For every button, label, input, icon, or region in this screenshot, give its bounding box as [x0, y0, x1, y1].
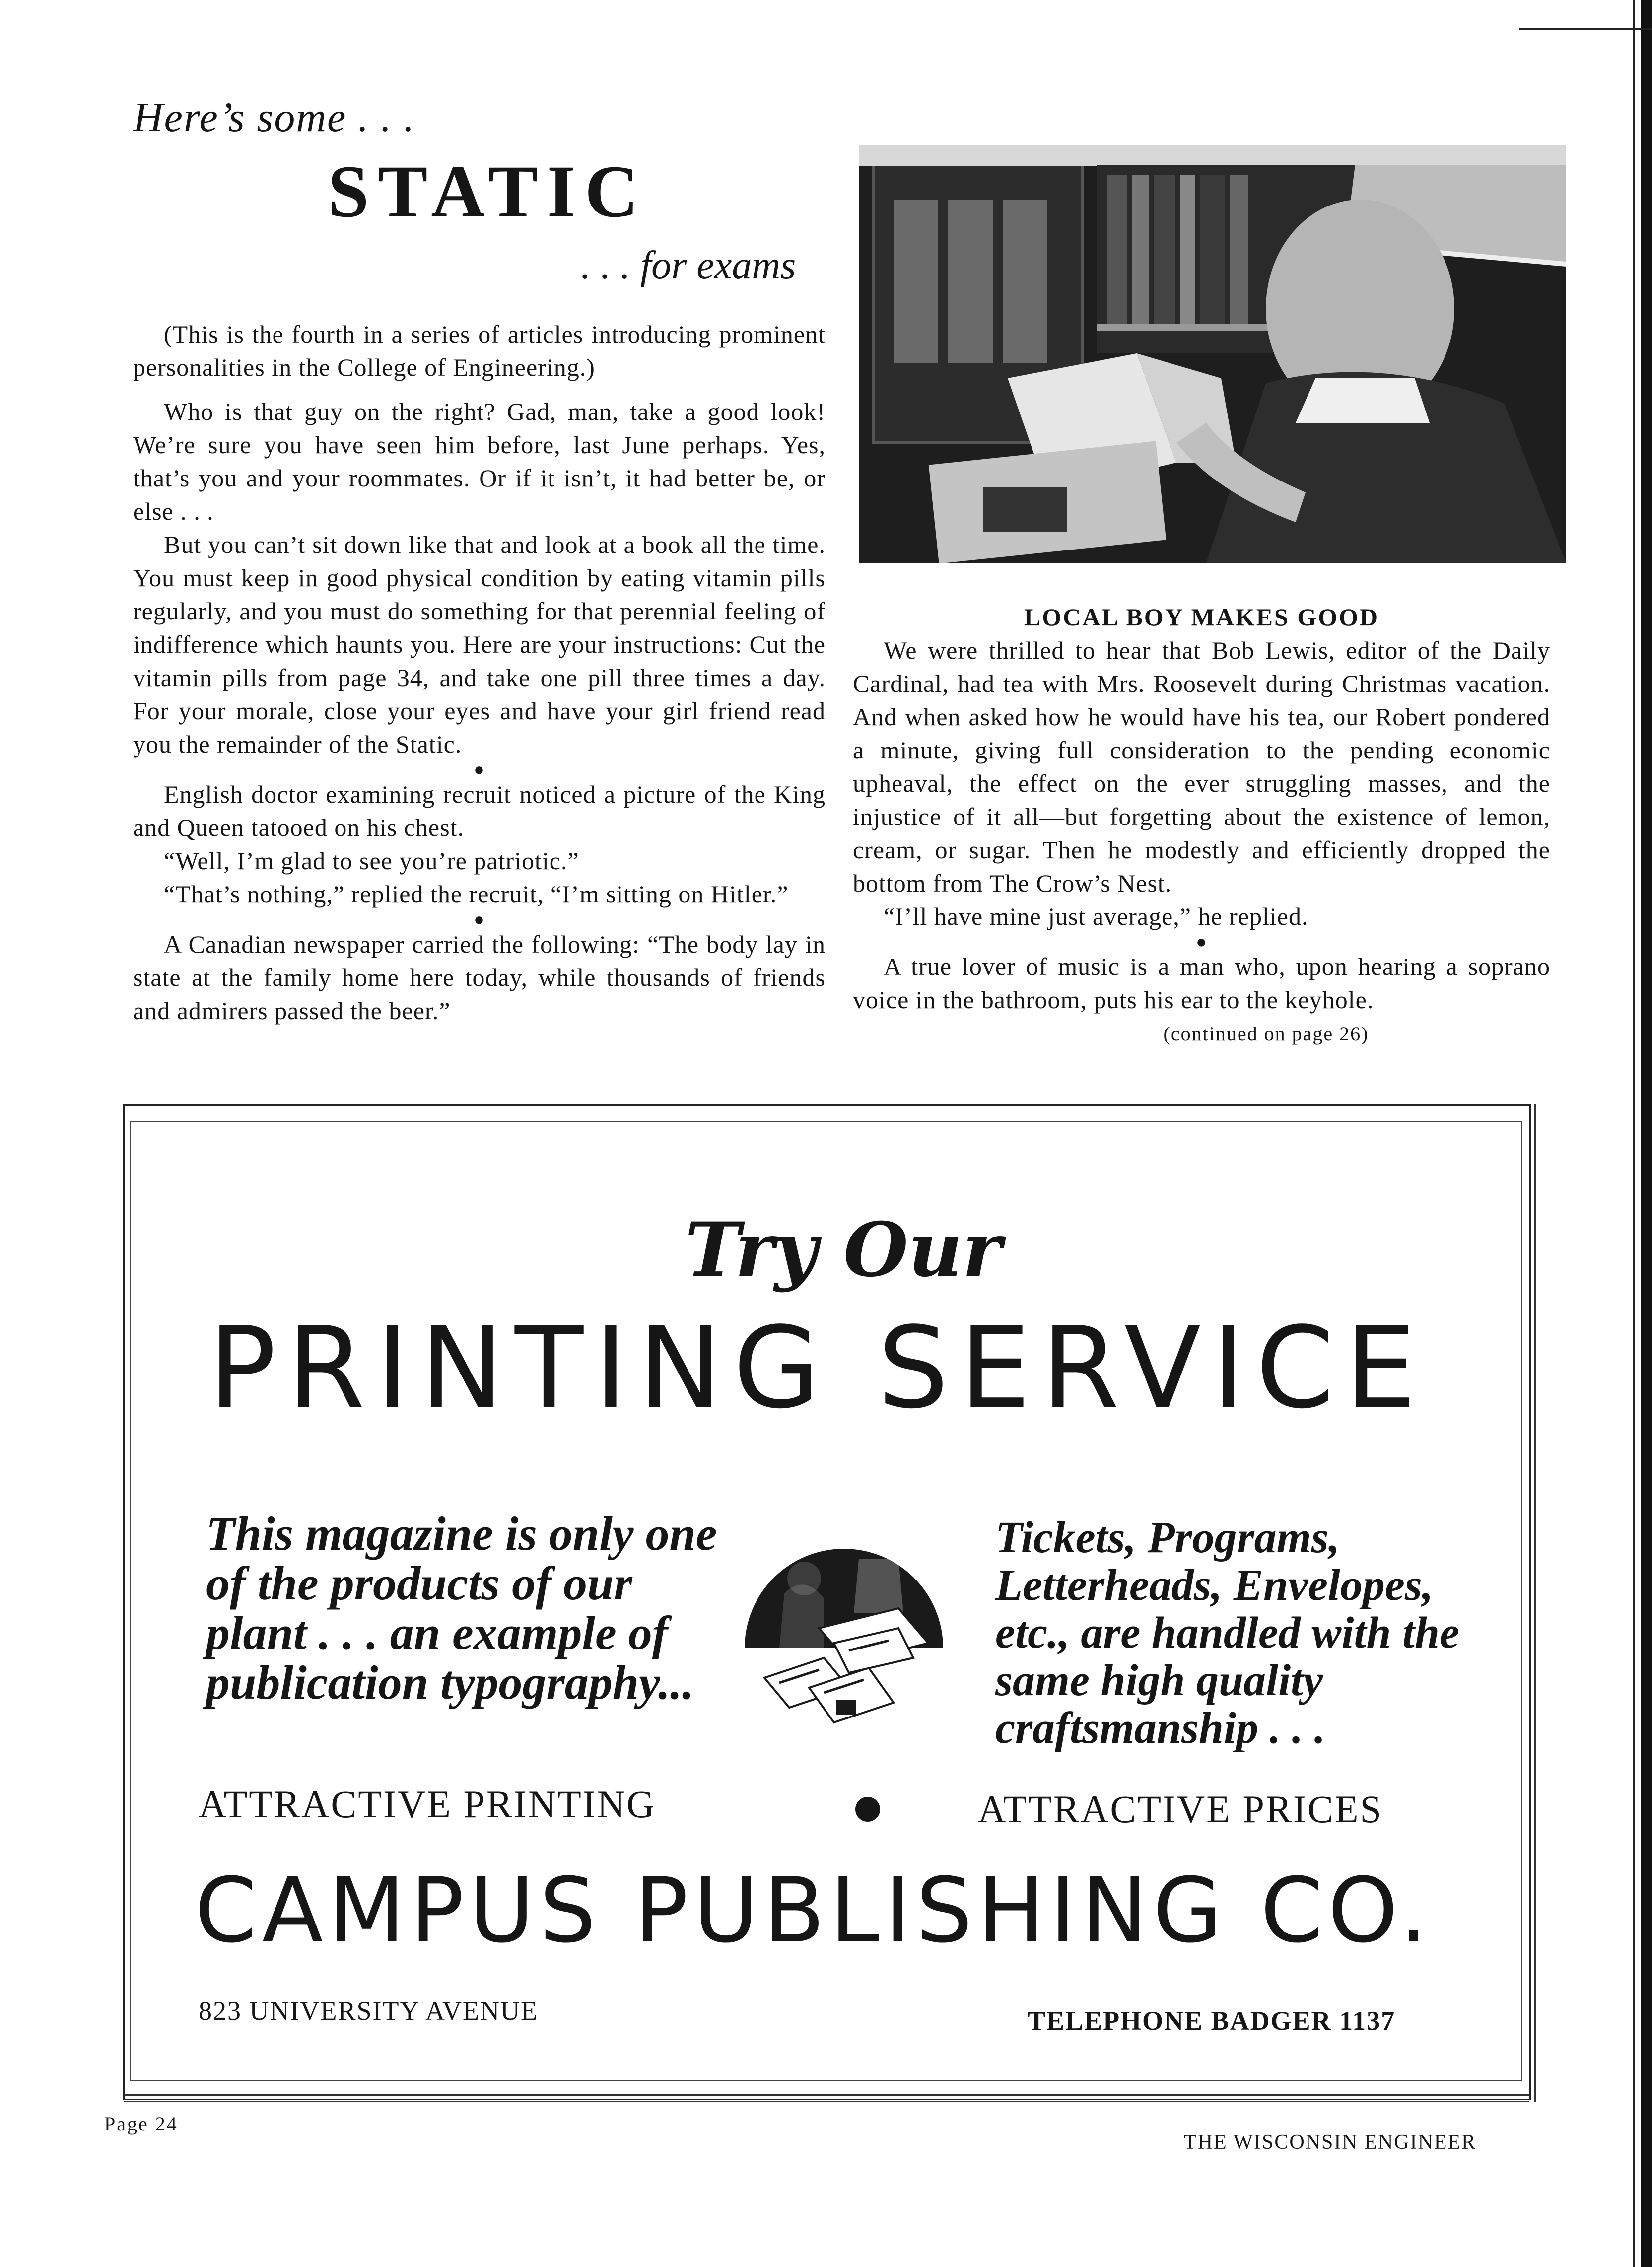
paragraph: “That’s nothing,” replied the recruit, “I’m sitting on Hitler.” — [164, 880, 789, 908]
ad-tagline-left: ATTRACTIVE PRINTING — [199, 1783, 656, 1826]
paragraph: But you can’t sit down like that and look at a book all the time. You must keep in good physical condition by eating vitamin pills regularly, and you must do something for that perennial feeling of indifference which haunts you. Here are your instructions: Cut the vitamin pills from page 34, and take one pill three times a day. For your morale, close your eyes and have your girl friend read you the remainder of the Static. — [133, 531, 826, 758]
paragraph: Who is that guy on the right? Gad, man, take a good look! We’re sure you have seen him before, last June perhaps. Yes, that’s you and your roommates. Or if it isn’t, it had better be, or else . . . — [133, 398, 826, 525]
photo-illustration — [859, 145, 1566, 563]
student-reading-photo — [859, 145, 1566, 563]
paragraph: A Canadian newspaper carried the following: “The body lay in state at the family home here today, while thousands of friends and admirers passed the beer.” — [133, 930, 826, 1025]
ad-script-line: Try Our — [685, 1206, 1002, 1294]
paragraph: “I’ll have mine just average,” he replied. — [884, 902, 1308, 930]
ad-headline: PRINTING SERVICE — [208, 1303, 1427, 1434]
ad-address: 823 UNIVERSITY AVENUE — [199, 1996, 538, 2026]
intro-paragraph: (This is the fourth in a series of articles introducing prominent personalities in the College of Engineering.) — [133, 320, 826, 381]
section-heading: LOCAL BOY MAKES GOOD — [1024, 603, 1379, 631]
ad-company-name: CAMPUS PUBLISHING CO. — [195, 1859, 1433, 1963]
continued-note: (continued on page 26) — [1163, 1023, 1369, 1045]
tagline-bullet — [855, 1797, 880, 1822]
ad-side-rule — [1534, 1104, 1536, 2102]
kicker: Here’s some . . . — [133, 94, 415, 140]
ad-left-copy: This magazine is only one of the products of our plant . . . an example of publication typography... — [206, 1507, 717, 1709]
section-bullet: ● — [474, 759, 485, 779]
section-bullet: ● — [1196, 932, 1207, 952]
publication-name: THE WISCONSIN ENGINEER — [1184, 2131, 1477, 2154]
scan-edge-line — [1633, 0, 1635, 2267]
paragraph: A true lover of music is a man who, upon hearing a soprano voice in the bathroom, puts his ear to the keyhole. — [853, 953, 1550, 1014]
page-number: Page 24 — [104, 2113, 178, 2135]
article-subtitle: . . . for exams — [581, 244, 796, 287]
ad-right-copy: Tickets, Programs, Letterheads, Envelopes, etc., are handled with the same high quality craftsmanship . . . — [995, 1513, 1460, 1753]
left-column — [133, 318, 826, 1028]
scan-edge — [1641, 0, 1652, 2267]
printer-press-icon — [735, 1514, 953, 1737]
ad-rule — [124, 2101, 1529, 2102]
ad-telephone: TELEPHONE BADGER 1137 — [1028, 2006, 1396, 2036]
paragraph: We were thrilled to hear that Bob Lewis, editor of the Daily Cardinal, had tea with Mrs. Roosevelt during Christmas vacation. And when asked how he would have his tea, our Robert pondered a minute, giving full consideration to the pending economic upheaval, the effect on the ever struggling masses, and the injustice of it all—but forgetting about the existence of lemon, cream, or sugar. Then he modestly and efficiently dropped the bottom from The Crow’s Nest. — [853, 636, 1550, 897]
article-title: STATIC — [328, 150, 648, 233]
paragraph: English doctor examining recruit noticed a picture of the King and Queen tatooed on his chest. — [133, 780, 826, 841]
ad-rule — [124, 2094, 1529, 2096]
section-bullet: ● — [474, 909, 485, 929]
paragraph: “Well, I’m glad to see you’re patriotic.” — [164, 847, 579, 875]
scan-top-line — [1519, 28, 1652, 30]
right-column — [853, 601, 1550, 1051]
printer-press-illustration — [735, 1514, 953, 1737]
ad-tagline-right: ATTRACTIVE PRICES — [978, 1787, 1383, 1831]
